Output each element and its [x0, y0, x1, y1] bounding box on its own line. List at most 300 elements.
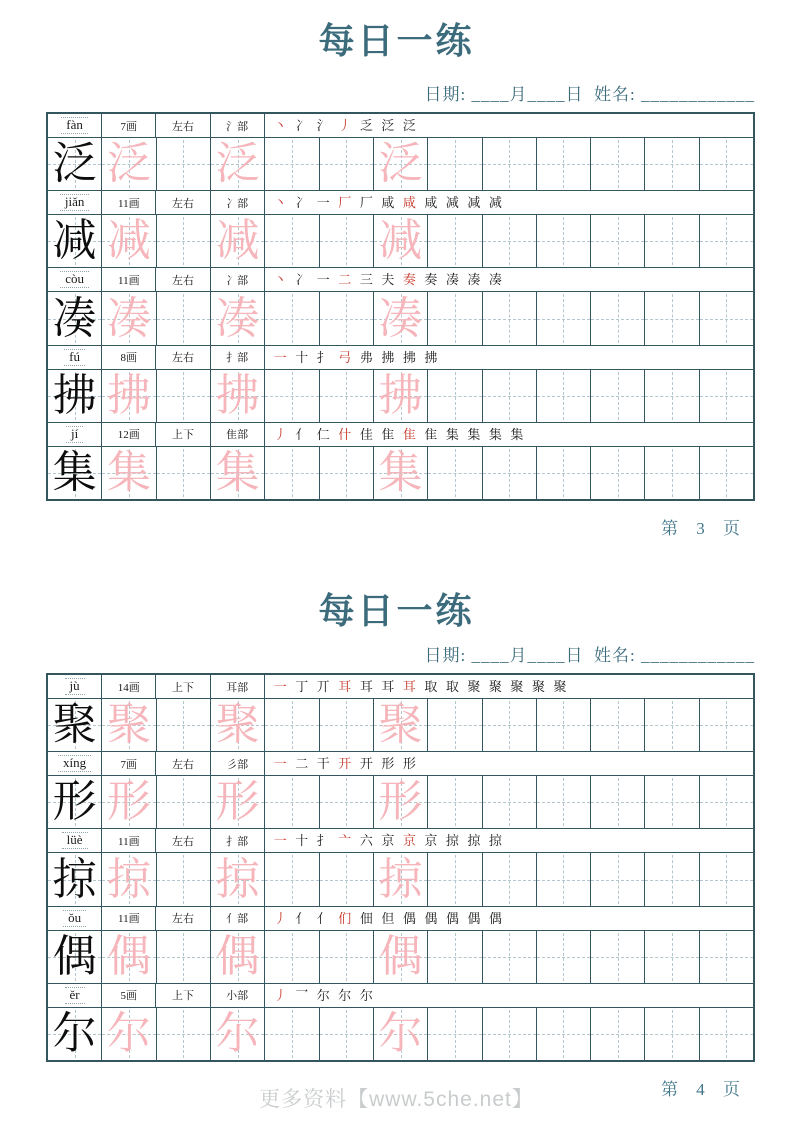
stroke-order-step: 减	[467, 195, 481, 211]
practice-cell	[320, 370, 374, 422]
pinyin-label: jí	[66, 426, 83, 443]
stroke-order-step: 泛	[402, 118, 416, 133]
practice-cell	[591, 1008, 645, 1060]
stroke-order-step: 亠	[338, 833, 352, 849]
stroke-order-step: 六	[359, 833, 373, 849]
stroke-count-cell: 11画	[102, 268, 156, 291]
stroke-order-step: 聚	[488, 679, 502, 694]
trace-character: 聚	[106, 700, 151, 750]
stroke-order-step: 隹	[424, 426, 438, 442]
practice-cell	[537, 292, 591, 344]
char-info-row	[48, 423, 753, 447]
char-info-row	[48, 829, 753, 853]
stroke-count-cell: 11画	[102, 907, 156, 930]
stroke-order-step: 弗	[359, 349, 373, 365]
practice-cell	[157, 853, 211, 905]
practice-cell	[428, 776, 482, 828]
trace-character: 形	[378, 777, 423, 827]
structure-cell: 左右	[156, 907, 210, 930]
stroke-order-step: 京	[381, 833, 395, 849]
practice-cell	[428, 931, 482, 983]
trace-character: 减	[378, 216, 423, 266]
practice-cell	[591, 370, 645, 422]
practice-cell	[428, 853, 482, 905]
practice-cell	[157, 370, 211, 422]
stroke-order-step: 一	[273, 679, 287, 694]
practice-cell	[428, 138, 482, 190]
practice-cell	[374, 447, 428, 499]
trace-character: 泛	[215, 139, 260, 189]
stroke-order-step: 奏	[402, 272, 416, 288]
practice-cell	[211, 215, 265, 267]
stroke-count-cell: 5画	[102, 984, 156, 1007]
practice-cell	[591, 215, 645, 267]
stroke-order-step: 聚	[531, 679, 545, 694]
stroke-order-step: 厂	[338, 195, 352, 211]
practice-cell	[157, 215, 211, 267]
stroke-order-step: 偶	[467, 910, 481, 926]
stroke-order-step: 一	[316, 195, 330, 211]
stroke-order-step: 偶	[402, 910, 416, 926]
practice-cell	[700, 1008, 753, 1060]
practice-cell	[157, 776, 211, 828]
practice-cell	[265, 776, 319, 828]
trace-character: 偶	[106, 931, 151, 981]
stroke-order-step: 隹	[402, 426, 416, 442]
practice-cell	[265, 138, 319, 190]
practice-cell	[320, 699, 374, 751]
model-character: 掠	[52, 854, 97, 904]
practice-cell	[483, 138, 537, 190]
practice-cell	[428, 370, 482, 422]
practice-cell	[374, 931, 428, 983]
practice-cell	[211, 1008, 265, 1060]
trace-character: 泛	[106, 139, 151, 189]
trace-character: 减	[106, 216, 151, 266]
practice-cell	[700, 447, 753, 499]
practice-cell	[645, 292, 699, 344]
practice-cell	[48, 853, 102, 905]
stroke-order-step: 乛	[295, 987, 309, 1003]
stroke-order-step: 十	[295, 833, 309, 849]
practice-cell	[48, 776, 102, 828]
stroke-count-cell: 8画	[102, 346, 156, 369]
pinyin-label: jiǎn	[60, 194, 90, 211]
stroke-count-cell: 12画	[102, 423, 156, 446]
practice-cell	[591, 138, 645, 190]
stroke-order-step: 集	[488, 426, 502, 442]
practice-cell	[645, 1008, 699, 1060]
stroke-order-step: 们	[338, 910, 352, 926]
stroke-order-step: 丶	[273, 118, 287, 133]
stroke-order-step: 咸	[402, 195, 416, 211]
stroke-order-step: 减	[445, 195, 459, 211]
stroke-order-step: 耳	[402, 679, 416, 694]
practice-cell	[211, 447, 265, 499]
practice-cell	[537, 138, 591, 190]
stroke-order-step: 氵	[316, 118, 330, 133]
practice-cell	[374, 853, 428, 905]
stroke-order-step: 咸	[424, 195, 438, 211]
pinyin-cell	[48, 346, 102, 369]
structure-cell: 上下	[156, 423, 210, 446]
trace-character: 尔	[106, 1008, 151, 1058]
stroke-order-step: 形	[381, 756, 395, 772]
practice-cell	[211, 370, 265, 422]
stroke-order-step: 形	[402, 756, 416, 772]
pinyin-label: còu	[60, 271, 89, 288]
practice-cell	[48, 699, 102, 751]
trace-character: 泛	[378, 139, 423, 189]
practice-row	[48, 370, 753, 422]
practice-cell	[537, 853, 591, 905]
practice-cell	[102, 138, 156, 190]
practice-cell	[537, 1008, 591, 1060]
stroke-order-step: 厂	[359, 195, 373, 211]
stroke-order-step: 凑	[488, 272, 502, 288]
radical-cell: 氵部	[211, 114, 265, 137]
practice-cell	[102, 931, 156, 983]
stroke-order-sequence	[265, 752, 753, 775]
practice-cell	[700, 292, 753, 344]
practice-grid	[46, 673, 755, 1062]
trace-character: 掠	[106, 854, 151, 904]
practice-cell	[591, 447, 645, 499]
stroke-order-step: 佃	[359, 910, 373, 926]
stroke-order-step: 什	[338, 426, 352, 442]
stroke-order-step: 丶	[273, 272, 287, 288]
stroke-order-step: 拂	[424, 349, 438, 365]
practice-cell	[320, 138, 374, 190]
pinyin-label: fú	[64, 349, 85, 366]
practice-row	[48, 292, 753, 344]
stroke-order-step: 尔	[338, 987, 352, 1003]
practice-cell	[48, 138, 102, 190]
practice-row	[48, 776, 753, 828]
stroke-order-step: 丿	[273, 910, 287, 926]
trace-character: 形	[215, 777, 260, 827]
practice-row	[48, 447, 753, 499]
practice-cell	[483, 447, 537, 499]
practice-row	[48, 853, 753, 905]
practice-cell	[374, 776, 428, 828]
practice-cell	[591, 853, 645, 905]
practice-cell	[591, 776, 645, 828]
stroke-order-step: 隹	[381, 426, 395, 442]
stroke-order-step: 凑	[467, 272, 481, 288]
stroke-order-sequence	[265, 114, 753, 137]
stroke-order-step: 尔	[316, 987, 330, 1003]
practice-cell	[265, 1008, 319, 1060]
char-info-row	[48, 907, 753, 931]
stroke-order-step: 丿	[338, 118, 352, 133]
stroke-order-step: 三	[359, 272, 373, 288]
trace-character: 凑	[215, 293, 260, 343]
practice-cell	[645, 215, 699, 267]
practice-cell	[374, 292, 428, 344]
stroke-order-step: 丿	[273, 426, 287, 442]
stroke-order-step: 仁	[316, 426, 330, 442]
stroke-order-step: 取	[424, 679, 438, 694]
character-block	[48, 422, 753, 499]
practice-cell	[700, 853, 753, 905]
practice-cell	[48, 931, 102, 983]
practice-cell	[265, 215, 319, 267]
practice-cell	[591, 292, 645, 344]
practice-cell	[428, 699, 482, 751]
pinyin-cell	[48, 752, 102, 775]
practice-cell	[157, 1008, 211, 1060]
practice-cell	[483, 931, 537, 983]
practice-cell	[700, 215, 753, 267]
trace-character: 掠	[378, 854, 423, 904]
stroke-order-sequence	[265, 268, 753, 291]
practice-cell	[211, 292, 265, 344]
practice-cell	[48, 447, 102, 499]
stroke-order-step: 夫	[381, 272, 395, 288]
stroke-order-step: 聚	[467, 679, 481, 694]
practice-cell	[700, 776, 753, 828]
stroke-order-step: 冫	[295, 195, 309, 211]
character-block	[48, 114, 753, 190]
practice-cell	[700, 699, 753, 751]
trace-character: 聚	[215, 700, 260, 750]
stroke-order-step: 亻	[295, 910, 309, 926]
practice-cell	[700, 370, 753, 422]
stroke-order-step: 聚	[510, 679, 524, 694]
trace-character: 凑	[378, 293, 423, 343]
structure-cell: 上下	[156, 984, 210, 1007]
stroke-count-cell: 11画	[102, 191, 156, 214]
practice-cell	[700, 931, 753, 983]
character-block	[48, 828, 753, 905]
practice-cell	[374, 1008, 428, 1060]
stroke-order-step: 一	[273, 756, 287, 772]
stroke-order-step: 拂	[381, 349, 395, 365]
character-block	[48, 675, 753, 751]
trace-character: 集	[378, 447, 423, 497]
practice-cell	[48, 215, 102, 267]
stroke-order-step: 一	[273, 349, 287, 365]
practice-cell	[320, 292, 374, 344]
stroke-order-step: 偶	[445, 910, 459, 926]
date-name-line: 日期: ____月____日 姓名: ____________	[424, 646, 755, 665]
practice-cell	[211, 699, 265, 751]
trace-character: 集	[106, 447, 151, 497]
stroke-order-step: 亻	[295, 426, 309, 442]
stroke-order-step: 耳	[338, 679, 352, 694]
practice-cell	[374, 699, 428, 751]
stroke-order-step: 丁	[295, 679, 309, 694]
practice-cell	[48, 292, 102, 344]
stroke-order-step: 但	[381, 910, 395, 926]
stroke-order-step: 耳	[359, 679, 373, 694]
pinyin-cell	[48, 829, 102, 852]
worksheet-page-4	[0, 561, 793, 1122]
practice-cell	[102, 853, 156, 905]
stroke-order-step: 耳	[381, 679, 395, 694]
practice-cell	[537, 699, 591, 751]
practice-cell	[645, 699, 699, 751]
char-info-row	[48, 346, 753, 370]
character-block	[48, 751, 753, 828]
trace-character: 减	[215, 216, 260, 266]
practice-cell	[645, 931, 699, 983]
practice-cell	[211, 138, 265, 190]
practice-cell	[102, 292, 156, 344]
stroke-order-step: 丶	[273, 195, 287, 211]
structure-cell: 左右	[156, 191, 210, 214]
structure-cell: 左右	[156, 346, 210, 369]
stroke-order-step: 开	[359, 756, 373, 772]
char-info-row	[48, 675, 753, 699]
stroke-order-sequence	[265, 191, 753, 214]
character-block	[48, 345, 753, 422]
practice-row	[48, 215, 753, 267]
practice-cell	[483, 215, 537, 267]
practice-cell	[320, 215, 374, 267]
radical-cell: 小部	[211, 984, 265, 1007]
pinyin-cell	[48, 114, 102, 137]
practice-cell	[537, 931, 591, 983]
practice-cell	[48, 370, 102, 422]
char-info-row	[48, 984, 753, 1008]
stroke-order-step: 集	[445, 426, 459, 442]
stroke-order-step: 掠	[467, 833, 481, 849]
pinyin-cell	[48, 984, 102, 1007]
structure-cell: 左右	[156, 114, 210, 137]
practice-cell	[265, 370, 319, 422]
pinyin-label: jù	[65, 678, 85, 695]
stroke-order-step: 冫	[295, 118, 309, 133]
stroke-count-cell: 7画	[102, 114, 156, 137]
model-character: 泛	[52, 139, 97, 189]
stroke-order-step: 一	[316, 272, 330, 288]
stroke-order-sequence	[265, 423, 753, 446]
stroke-order-step: 咸	[381, 195, 395, 211]
practice-cell	[211, 931, 265, 983]
trace-character: 拂	[215, 370, 260, 420]
practice-cell	[102, 776, 156, 828]
stroke-order-step: 泛	[381, 118, 395, 133]
page-title: 每日一练	[318, 21, 475, 61]
practice-cell	[428, 1008, 482, 1060]
character-block	[48, 983, 753, 1060]
radical-cell: 冫部	[211, 191, 265, 214]
model-character: 集	[52, 447, 97, 497]
character-block	[48, 190, 753, 267]
pinyin-label: xíng	[58, 755, 91, 772]
stroke-order-sequence	[265, 346, 753, 369]
radical-cell: 隹部	[211, 423, 265, 446]
practice-row	[48, 1008, 753, 1060]
stroke-order-step: 扌	[316, 349, 330, 365]
practice-cell	[320, 931, 374, 983]
practice-cell	[645, 853, 699, 905]
page-number: 第 3 页	[661, 519, 747, 538]
stroke-order-step: 取	[445, 679, 459, 694]
practice-grid	[46, 112, 755, 501]
structure-cell: 左右	[156, 752, 210, 775]
practice-cell	[320, 1008, 374, 1060]
trace-character: 掠	[215, 854, 260, 904]
pinyin-label: ěr	[65, 987, 85, 1004]
pinyin-label: fàn	[61, 117, 88, 134]
practice-row	[48, 931, 753, 983]
stroke-order-step: 掠	[445, 833, 459, 849]
trace-character: 拂	[378, 370, 423, 420]
structure-cell: 左右	[156, 268, 210, 291]
pinyin-cell	[48, 268, 102, 291]
practice-cell	[157, 138, 211, 190]
stroke-order-step: 扌	[316, 833, 330, 849]
practice-cell	[102, 215, 156, 267]
stroke-order-step: 拂	[402, 349, 416, 365]
stroke-count-cell: 11画	[102, 829, 156, 852]
practice-cell	[537, 447, 591, 499]
stroke-order-step: 聚	[553, 679, 567, 694]
trace-character: 集	[215, 447, 260, 497]
radical-cell: 彡部	[211, 752, 265, 775]
stroke-count-cell: 7画	[102, 752, 156, 775]
stroke-order-step: 佳	[359, 426, 373, 442]
char-info-row	[48, 268, 753, 292]
practice-cell	[374, 370, 428, 422]
stroke-order-step: 开	[338, 756, 352, 772]
pinyin-label: lüè	[62, 832, 88, 849]
stroke-order-step: 偶	[424, 910, 438, 926]
pinyin-cell	[48, 675, 102, 698]
practice-cell	[483, 1008, 537, 1060]
practice-cell	[428, 292, 482, 344]
practice-cell	[537, 776, 591, 828]
stroke-order-step: 二	[338, 272, 352, 288]
model-character: 聚	[52, 700, 97, 750]
practice-cell	[320, 447, 374, 499]
stroke-order-step: 集	[510, 426, 524, 442]
stroke-order-step: 乏	[359, 118, 373, 133]
stroke-order-step: 一	[273, 833, 287, 849]
stroke-order-sequence	[265, 907, 753, 930]
model-character: 偶	[52, 931, 97, 981]
model-character: 尔	[52, 1008, 97, 1058]
stroke-order-step: 掠	[488, 833, 502, 849]
stroke-order-sequence	[265, 829, 753, 852]
practice-cell	[265, 699, 319, 751]
trace-character: 凑	[106, 293, 151, 343]
practice-cell	[265, 931, 319, 983]
radical-cell: 扌部	[211, 829, 265, 852]
practice-cell	[428, 215, 482, 267]
practice-cell	[537, 215, 591, 267]
practice-cell	[320, 776, 374, 828]
stroke-order-step: 尔	[359, 987, 373, 1003]
stroke-order-step: 奏	[424, 272, 438, 288]
stroke-order-step: 弓	[338, 349, 352, 365]
page-title: 每日一练	[318, 591, 475, 631]
stroke-order-step: 丿	[273, 987, 287, 1003]
practice-cell	[483, 699, 537, 751]
trace-character: 尔	[215, 1008, 260, 1058]
practice-cell	[483, 853, 537, 905]
model-character: 减	[52, 216, 97, 266]
radical-cell: 扌部	[211, 346, 265, 369]
stroke-order-step: 亻	[316, 910, 330, 926]
practice-cell	[157, 699, 211, 751]
radical-cell: 亻部	[211, 907, 265, 930]
model-character: 拂	[52, 370, 97, 420]
stroke-order-step: 京	[424, 833, 438, 849]
